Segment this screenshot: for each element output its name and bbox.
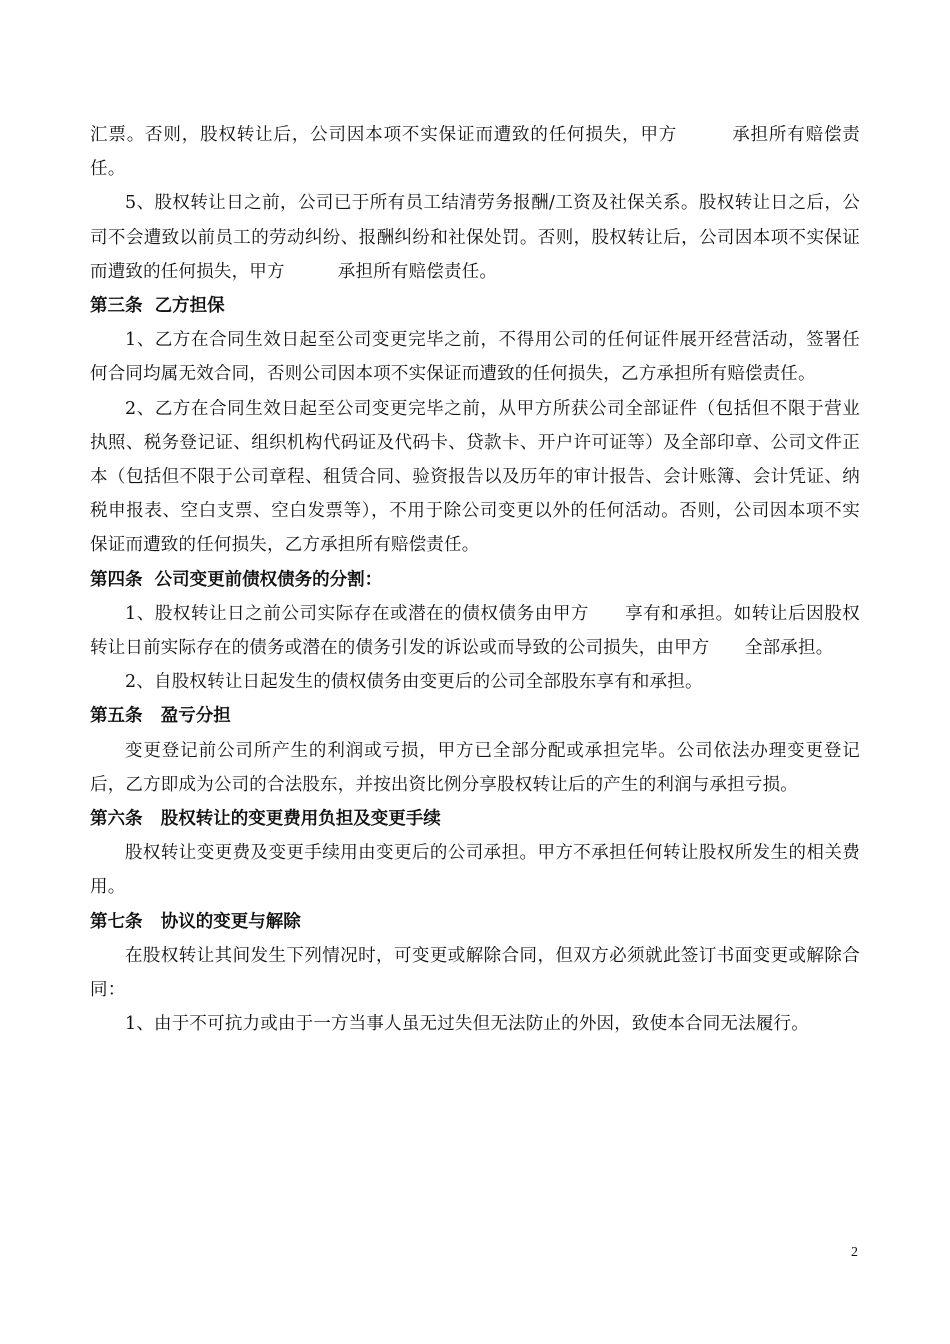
paragraph-continuation: 汇票。否则，股权转让后，公司因本项不实保证而遭致的任何损失，甲方 承担所有赔偿责任。 [90,125,860,180]
article-4-heading: 第四条 公司变更前债权债务的分割： [90,569,383,590]
paragraph-article-7-item-1: 1、由于不可抗力或由于一方当事人虽无过失但无法防止的外因，致使本合同无法履行。 [125,1014,809,1035]
paragraph-article-5: 变更登记前公司所产生的利润或亏损，甲方已全部分配或承担完毕。公司依法办理变更登记后，乙方即成为公司的合法股东，并按出资比例分享股权转让后的产生的利润与承担亏损。 [90,740,860,795]
document-page [90,118,860,1041]
paragraph-article-7-intro: 在股权转让其间发生下列情况时，可变更或解除合同，但双方必须就此签订书面变更或解除合同： [90,945,860,1001]
paragraph-article-4-item-1: 1、股权转让日之前公司实际存在或潜在的债权债务由甲方 享有和承担。如转让后因股权转让日前实际存在的债务或潜在的债务引发的诉讼或而导致的公司损失，由甲方 全部承担。 [90,603,860,659]
page-number: 2 [851,1245,858,1260]
paragraph-clause-5: 5、股权转让日之前，公司已于所有员工结清劳务报酬/工资及社保关系。股权转让日之后，公司不会遭致以前员工的劳动纠纷、报酬纠纷和社保处罚。否则，股权转让后，公司因本项不实保证而遭致的任何损失，甲方 承担所有赔偿责任。 [90,193,860,282]
article-3-heading: 第三条 乙方担保 [90,296,225,317]
article-7-heading: 第七条 协议的变更与解除 [90,911,301,932]
paragraph-article-3-item-1: 1、乙方在合同生效日起至公司变更完毕之前，不得用公司的任何证件展开经营活动，签署任何合同均属无效合同，否则公司因本项不实保证而遭致的任何损失，乙方承担所有赔偿责任。 [90,330,860,385]
article-5-heading: 第五条 盈亏分担 [90,706,231,727]
paragraph-article-6: 股权转让变更费及变更手续用由变更后的公司承担。甲方不承担任何转让股权所发生的相关费用。 [90,843,860,898]
paragraph-article-4-item-2: 2、自股权转让日起发生的债权债务由变更后的公司全部股东享有和承担。 [125,672,703,693]
article-6-heading: 第六条 股权转让的变更费用负担及变更手续 [90,809,441,830]
paragraph-article-3-item-2: 2、乙方在合同生效日起至公司变更完毕之前，从甲方所获公司全部证件（包括但不限于营业执照、税务登记证、组织机构代码证及代码卡、贷款卡、开户许可证等）及全部印章、公司文件正本（包括但不限于公司章程、租赁合同、验资报告以及历年的审计报告、会计账簿、会计凭证、纳税申报表、空白支票、空白发票等），不用于除公司变更以外的任何活动。否则，公司因本项不实保证而遭致的任何损失，乙方承担所有赔偿责任。 [90,398,860,556]
